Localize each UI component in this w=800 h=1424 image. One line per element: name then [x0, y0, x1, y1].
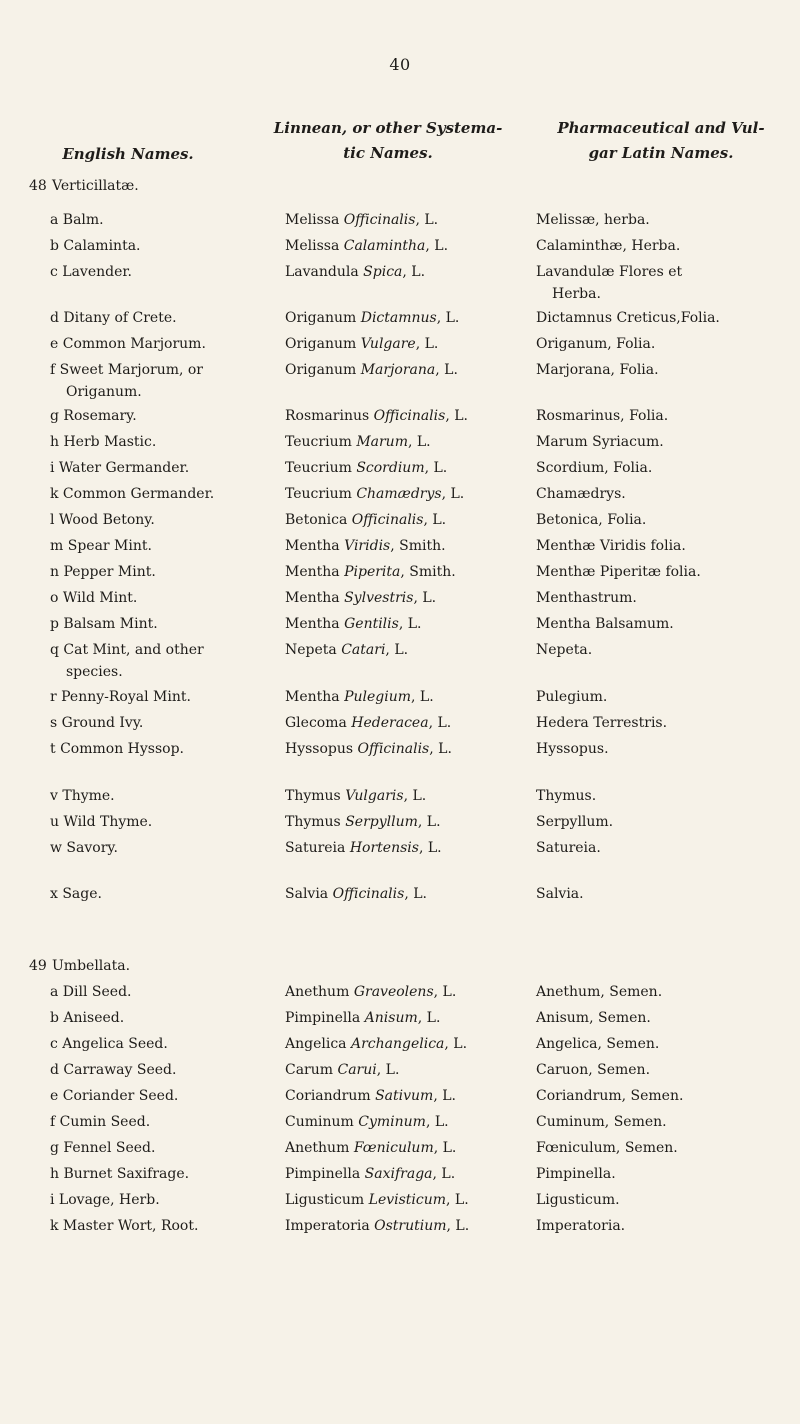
authority: , L. [428, 715, 452, 731]
english-name-text: c Lavender. [50, 264, 132, 280]
genus-name: Teucrium [285, 434, 352, 450]
genus-name: Pimpinella [285, 1010, 361, 1026]
species-name: Hortensis [349, 840, 419, 856]
english-name [50, 811, 280, 833]
english-name [50, 1163, 280, 1185]
english-name [50, 1085, 280, 1107]
pharmaceutical-name [536, 261, 784, 305]
pharmaceutical-name-text: Hedera Terrestris. [536, 715, 668, 731]
pharmaceutical-name-text: Serpyllum. [536, 814, 614, 830]
section-title: Verticillatæ. [52, 178, 139, 194]
systematic-name [285, 811, 525, 833]
english-name [50, 587, 280, 609]
systematic-name [285, 587, 525, 609]
genus-name: Angelica [285, 1036, 347, 1052]
authority: , L. [433, 1140, 457, 1156]
english-name [50, 1007, 280, 1029]
pharmaceutical-name [536, 738, 784, 760]
section-number: 48 [29, 178, 47, 194]
english-name [50, 639, 280, 683]
pharmaceutical-name [536, 883, 784, 905]
english-name [50, 613, 280, 635]
pharmaceutical-name-text: Ligusticum. [536, 1192, 620, 1208]
english-name [50, 1189, 280, 1211]
genus-name: Nepeta [285, 642, 337, 658]
genus-name: Origanum [285, 362, 357, 378]
authority: , L. [429, 741, 452, 757]
species-name: Ostrutium [374, 1218, 447, 1234]
english-name [50, 1137, 280, 1159]
pharmaceutical-name-text: Calaminthæ, Herba. [536, 238, 681, 254]
english-name [50, 307, 280, 329]
english-name-text: g Rosemary. [50, 408, 137, 424]
pharmaceutical-name-text: Cuminum, Semen. [536, 1114, 667, 1130]
pharmaceutical-name-text: Marjorana, Folia. [536, 362, 659, 378]
english-name [50, 785, 280, 807]
authority: , L. [425, 238, 449, 254]
species-name: Officinalis [332, 886, 405, 902]
pharmaceutical-name-text: Betonica, Folia. [536, 512, 647, 528]
systematic-name [285, 785, 525, 807]
systematic-name [285, 639, 525, 661]
pharmaceutical-name-text: Pulegium. [536, 689, 608, 705]
systematic-name [285, 1163, 525, 1185]
header-linnean-line-2: tic Names. [343, 144, 433, 162]
pharmaceutical-name [536, 561, 784, 583]
genus-name: Salvia [285, 886, 329, 902]
english-name [50, 981, 280, 1003]
authority: , L. [444, 1036, 468, 1052]
species-name: Pulegium [344, 689, 412, 705]
systematic-name [285, 883, 525, 905]
genus-name: Origanum [285, 310, 357, 326]
authority: , L. [435, 362, 458, 378]
genus-name: Satureia [285, 840, 346, 856]
english-name [50, 738, 280, 760]
genus-name: Mentha [285, 616, 340, 632]
species-name: Officinalis [351, 512, 424, 528]
pharmaceutical-name-text: Anisum, Semen. [536, 1010, 651, 1026]
english-name [50, 405, 280, 427]
pharmaceutical-name [536, 307, 784, 329]
genus-name: Betonica [285, 512, 348, 528]
species-name: Anisum [364, 1010, 418, 1026]
authority: , L. [446, 1192, 469, 1208]
authority: , L. [411, 689, 434, 705]
systematic-name [285, 1189, 525, 1211]
authority: , L. [433, 1088, 456, 1104]
genus-name: Teucrium [285, 460, 352, 476]
pharmaceutical-name-text: Hyssopus. [536, 741, 609, 757]
genus-name: Anethum [285, 1140, 350, 1156]
pharmaceutical-name-text: Angelica, Semen. [536, 1036, 660, 1052]
english-name-text: h Herb Mastic. [50, 434, 157, 450]
english-name [50, 509, 280, 531]
pharmaceutical-name-text: Menthastrum. [536, 590, 637, 606]
systematic-name [285, 457, 525, 479]
authority: , L. [417, 1010, 441, 1026]
english-name-text: h Burnet Saxifrage. [50, 1166, 190, 1182]
english-name-text: i Lovage, Herb. [50, 1192, 160, 1208]
species-name: Vulgaris [345, 788, 404, 804]
species-name: Piperita [344, 564, 401, 580]
english-name [50, 686, 280, 708]
systematic-name [285, 235, 525, 257]
english-name-text: s Ground Ivy. [50, 715, 144, 731]
systematic-name [285, 483, 525, 505]
species-name: Marjorana [360, 362, 436, 378]
pharmaceutical-name-text: Melissæ, herba. [536, 212, 650, 228]
english-name-text: o Wild Mint. [50, 590, 138, 606]
species-name: Scordium [356, 460, 425, 476]
english-name [50, 209, 280, 231]
genus-name: Hyssopus [285, 741, 354, 757]
species-name: Spica [363, 264, 403, 280]
systematic-name [285, 686, 525, 708]
english-name-text: b Aniseed. [50, 1010, 125, 1026]
species-name: Graveolens [353, 984, 434, 1000]
pharmaceutical-name-text: Anethum, Semen. [536, 984, 663, 1000]
pharmaceutical-name [536, 1163, 784, 1185]
genus-name: Mentha [285, 689, 340, 705]
authority: , L. [418, 840, 442, 856]
english-name-text: g Fennel Seed. [50, 1140, 156, 1156]
english-name-text: c Angelica Seed. [50, 1036, 168, 1052]
english-name-text: w Savory. [50, 840, 118, 856]
systematic-name [285, 561, 525, 583]
systematic-name [285, 1111, 525, 1133]
species-name: Sylvestris [344, 590, 414, 606]
english-name [50, 535, 280, 557]
genus-name: Coriandrum [285, 1088, 371, 1104]
pharmaceutical-name-text: Chamædrys. [536, 486, 626, 502]
pharmaceutical-name-text: Menthæ Piperitæ folia. [536, 564, 701, 580]
pharmaceutical-name-text: Satureia. [536, 840, 601, 856]
species-name: Catari [341, 642, 386, 658]
english-name-text: i Water Germander. [50, 460, 190, 476]
pharmaceutical-name [536, 837, 784, 859]
species-name: Calamintha [343, 238, 426, 254]
english-name-text: k Common Germander. [50, 486, 215, 502]
authority: , L. [441, 486, 465, 502]
pharmaceutical-name-text: Coriandrum, Semen. [536, 1088, 684, 1104]
english-name-text: a Balm. [50, 212, 104, 228]
genus-name: Carum [285, 1062, 334, 1078]
systematic-name [285, 209, 525, 231]
authority: , L. [404, 886, 427, 902]
genus-name: Melissa [285, 212, 340, 228]
authority: , L. [425, 1114, 449, 1130]
authority: , L. [398, 616, 422, 632]
english-name [50, 837, 280, 859]
genus-name: Rosmarinus [285, 408, 370, 424]
pharmaceutical-name-text: Marum Syriacum. [536, 434, 664, 450]
authority: , Smith. [390, 538, 446, 554]
genus-name: Lavandula [285, 264, 359, 280]
genus-name: Thymus [285, 788, 341, 804]
pharmaceutical-name [536, 686, 784, 708]
species-name: Officinalis [357, 741, 430, 757]
english-name [50, 1033, 280, 1055]
english-name [50, 712, 280, 734]
english-name-text: d Carraway Seed. [50, 1062, 177, 1078]
species-name: Vulgare [360, 336, 416, 352]
authority: , L. [415, 336, 439, 352]
authority: , L. [376, 1062, 400, 1078]
systematic-name [285, 333, 525, 355]
pharmaceutical-name [536, 535, 784, 557]
header-english-names: English Names. [62, 145, 194, 163]
pharmaceutical-name-text: Salvia. [536, 886, 584, 902]
species-name: Marum [356, 434, 408, 450]
authority: , L. [403, 788, 427, 804]
english-name [50, 1111, 280, 1133]
species-name: Chamædrys [356, 486, 442, 502]
pharmaceutical-name [536, 587, 784, 609]
english-name-text: t Common Hyssop. [50, 741, 184, 757]
english-name-text: d Ditany of Crete. [50, 310, 177, 326]
english-name-text: n Pepper Mint. [50, 564, 156, 580]
pharmaceutical-name [536, 981, 784, 1003]
english-name [50, 431, 280, 453]
pharmaceutical-name [536, 483, 784, 505]
section-title: Umbellata. [52, 958, 131, 974]
pharmaceutical-name-text: Rosmarinus, Folia. [536, 408, 669, 424]
english-name-text: e Common Marjorum. [50, 336, 206, 352]
authority: , L. [423, 512, 447, 528]
authority: , L. [446, 1218, 470, 1234]
systematic-name [285, 1007, 525, 1029]
english-name-text: e Coriander Seed. [50, 1088, 179, 1104]
pharmaceutical-name [536, 712, 784, 734]
pharmaceutical-name-text: Scordium, Folia. [536, 460, 653, 476]
genus-name: Mentha [285, 538, 340, 554]
pharmaceutical-name [536, 333, 784, 355]
systematic-name [285, 837, 525, 859]
english-name-text: r Penny-Royal Mint. [50, 689, 191, 705]
systematic-name [285, 712, 525, 734]
systematic-name [285, 1059, 525, 1081]
species-name: Gentilis [344, 616, 399, 632]
english-name [50, 483, 280, 505]
english-name-text: k Master Wort, Root. [50, 1218, 199, 1234]
header-linnean-line-1: Linnean, or other Systema- [273, 119, 503, 137]
pharmaceutical-name [536, 1189, 784, 1211]
english-name-text: l Wood Betony. [50, 512, 155, 528]
authority: , L. [407, 434, 431, 450]
systematic-name [285, 431, 525, 453]
genus-name: Anethum [285, 984, 350, 1000]
systematic-name [285, 738, 525, 760]
authority: , L. [436, 310, 460, 326]
species-name: Saxifraga [364, 1166, 433, 1182]
english-name [50, 1215, 280, 1237]
english-name-text: x Sage. [50, 886, 102, 902]
authority: , L. [402, 264, 426, 280]
english-name [50, 1059, 280, 1081]
species-name: Serpyllum [345, 814, 418, 830]
pharmaceutical-name [536, 1033, 784, 1055]
species-name: Dictamnus [360, 310, 437, 326]
pharmaceutical-name-text: Pimpinella. [536, 1166, 616, 1182]
systematic-name [285, 535, 525, 557]
systematic-name [285, 1137, 525, 1159]
page-number: 40 [389, 55, 411, 74]
authority: , L. [424, 460, 448, 476]
species-name: Archangelica [350, 1036, 445, 1052]
genus-name: Teucrium [285, 486, 352, 502]
english-name-text: u Wild Thyme. [50, 814, 153, 830]
species-name: Carui [337, 1062, 377, 1078]
english-name-text: f Sweet Marjorum, or [50, 362, 204, 378]
pharmaceutical-name [536, 785, 784, 807]
pharmaceutical-name-text: Menthæ Viridis folia. [536, 538, 686, 554]
authority: , L. [415, 212, 439, 228]
english-name [50, 457, 280, 479]
species-name: Hederacea [351, 715, 429, 731]
pharmaceutical-name-text: Lavandulæ Flores et [536, 264, 683, 280]
pharmaceutical-name-text: Thymus. [536, 788, 597, 804]
systematic-name [285, 1085, 525, 1107]
pharmaceutical-name-text: Mentha Balsamum. [536, 616, 674, 632]
pharmaceutical-name [536, 639, 784, 661]
pharmaceutical-name [536, 1215, 784, 1237]
species-name: Sativum [375, 1088, 434, 1104]
pharmaceutical-name [536, 359, 784, 381]
pharmaceutical-name-text: Dictamnus Creticus,Folia. [536, 310, 720, 326]
species-name: Cyminum [358, 1114, 426, 1130]
systematic-name [285, 981, 525, 1003]
systematic-name [285, 509, 525, 531]
genus-name: Cuminum [285, 1114, 354, 1130]
pharmaceutical-name [536, 405, 784, 427]
english-name [50, 261, 280, 283]
english-name-text: q Cat Mint, and other [50, 642, 204, 658]
genus-name: Imperatoria [285, 1218, 370, 1234]
header-pharma-line-2: gar Latin Names. [588, 144, 734, 162]
authority: , L. [417, 814, 441, 830]
english-name [50, 883, 280, 905]
species-name: Officinalis [343, 212, 416, 228]
genus-name: Melissa [285, 238, 340, 254]
pharmaceutical-name [536, 1007, 784, 1029]
genus-name: Thymus [285, 814, 341, 830]
pharmaceutical-name [536, 457, 784, 479]
pharmaceutical-name-text: Fœniculum, Semen. [536, 1140, 678, 1156]
pharmaceutical-name-text: Origanum, Folia. [536, 336, 656, 352]
pharmaceutical-name-text: Imperatoria. [536, 1218, 626, 1234]
english-name-text: p Balsam Mint. [50, 616, 158, 632]
systematic-name [285, 1215, 525, 1237]
authority: , Smith. [400, 564, 456, 580]
pharmaceutical-name [536, 1111, 784, 1133]
pharmaceutical-name-text: Caruon, Semen. [536, 1062, 651, 1078]
genus-name: Mentha [285, 564, 340, 580]
authority: , L. [445, 408, 468, 424]
english-name-text: a Dill Seed. [50, 984, 132, 1000]
systematic-name [285, 359, 525, 381]
genus-name: Glecoma [285, 715, 347, 731]
english-name [50, 333, 280, 355]
species-name: Viridis [344, 538, 391, 554]
pharmaceutical-name [536, 613, 784, 635]
species-name: Levisticum [368, 1192, 447, 1208]
english-name-continuation: Origanum. [66, 384, 142, 400]
systematic-name [285, 405, 525, 427]
genus-name: Pimpinella [285, 1166, 361, 1182]
english-name-text: m Spear Mint. [50, 538, 152, 554]
english-name-text: f Cumin Seed. [50, 1114, 151, 1130]
systematic-name [285, 1033, 525, 1055]
systematic-name [285, 261, 525, 283]
pharmaceutical-name [536, 209, 784, 231]
pharmaceutical-name-continuation: Herba. [552, 286, 601, 302]
english-name-text: v Thyme. [50, 788, 115, 804]
systematic-name [285, 307, 525, 329]
english-name [50, 235, 280, 257]
authority: , L. [413, 590, 437, 606]
pharmaceutical-name [536, 1085, 784, 1107]
english-name-text: b Calaminta. [50, 238, 141, 254]
pharmaceutical-name [536, 811, 784, 833]
genus-name: Mentha [285, 590, 340, 606]
species-name: Fœniculum [353, 1140, 434, 1156]
header-pharma-line-1: Pharmaceutical and Vul- [557, 119, 765, 137]
genus-name: Origanum [285, 336, 357, 352]
pharmaceutical-name-text: Nepeta. [536, 642, 593, 658]
pharmaceutical-name [536, 1137, 784, 1159]
authority: , L. [433, 984, 457, 1000]
pharmaceutical-name [536, 509, 784, 531]
english-name [50, 561, 280, 583]
genus-name: Ligusticum [285, 1192, 365, 1208]
pharmaceutical-name [536, 431, 784, 453]
authority: , L. [385, 642, 409, 658]
section-number: 49 [29, 958, 47, 974]
pharmaceutical-name [536, 235, 784, 257]
english-name-continuation: species. [66, 664, 123, 680]
pharmaceutical-name [536, 1059, 784, 1081]
english-name [50, 359, 280, 403]
authority: , L. [432, 1166, 456, 1182]
systematic-name [285, 613, 525, 635]
species-name: Officinalis [373, 408, 446, 424]
